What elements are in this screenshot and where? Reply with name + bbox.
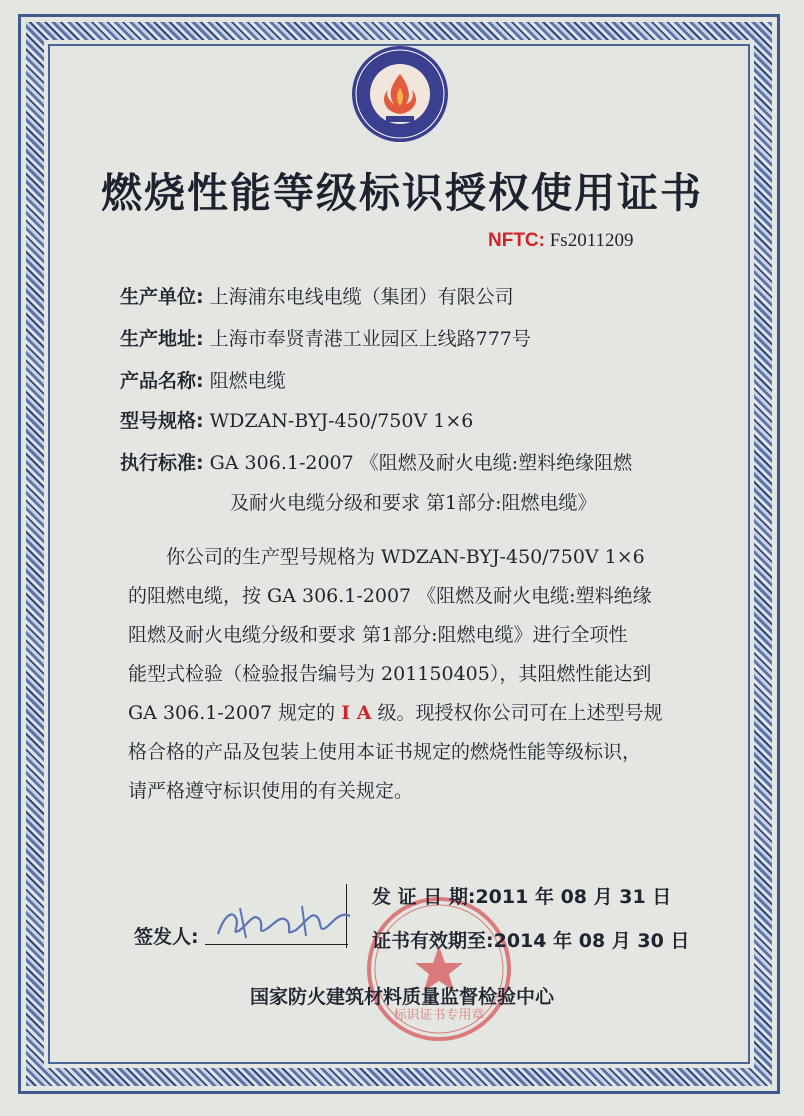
field-label: 产品名称: xyxy=(120,370,204,392)
issue-date-value: 2011 年 08 月 31 日 xyxy=(475,886,672,908)
field-standard-continued: 及耐火电缆分级和要求 第1部分:阻燃电缆》 xyxy=(230,492,597,514)
body-line: 阻燃及耐火电缆分级和要求 第1部分:阻燃电缆》进行全项性 xyxy=(128,624,628,646)
body-line: 格合格的产品及包装上使用本证书规定的燃烧性能等级标识， xyxy=(128,741,642,763)
field-product xyxy=(120,366,286,393)
handwritten-signature-icon xyxy=(210,896,360,946)
certificate-number xyxy=(488,230,634,252)
field-standard xyxy=(120,448,632,475)
body-line xyxy=(128,694,708,733)
field-model xyxy=(120,406,473,433)
field-label: 型号规格: xyxy=(120,410,204,432)
field-value: WDZAN-BYJ-450/750V 1×6 xyxy=(209,410,474,432)
valid-until-value: 2014 年 08 月 30 日 xyxy=(493,930,690,952)
grade-level: I A xyxy=(341,702,372,724)
field-value: 上海市奉贤青港工业园区上线路777号 xyxy=(209,328,531,350)
field-value: GA 306.1-2007 《阻燃及耐火电缆:塑料绝缘阻燃 xyxy=(209,452,633,474)
issue-date-label: 发 证 日 期: xyxy=(372,886,476,908)
cert-no-value: Fs2011209 xyxy=(549,230,634,251)
field-value: 阻燃电缆 xyxy=(209,370,286,392)
signature-line xyxy=(205,944,348,945)
field-label: 执行标准: xyxy=(120,452,204,474)
field-label: 生产单位: xyxy=(120,286,204,308)
body-line: 你公司的生产型号规格为 WDZAN-BYJ-450/750V 1×6 xyxy=(166,546,645,568)
body-line: 能型式检验（检验报告编号为 201150405），其阻燃性能达到 xyxy=(128,663,652,685)
field-value: 上海浦东电线电缆（集团）有限公司 xyxy=(209,286,514,308)
stamp-text: 标识证书专用章 xyxy=(393,1008,485,1023)
signer-label: 签发人: xyxy=(134,926,199,948)
issuing-authority: 国家防火建筑材料质量监督检验中心 xyxy=(249,986,554,1008)
issue-date-row xyxy=(372,882,671,909)
field-address xyxy=(120,324,531,351)
valid-until-label: 证书有效期至: xyxy=(372,930,494,952)
body-line: 请严格遵守标识使用的有关规定。 xyxy=(128,780,414,802)
field-manufacturer xyxy=(120,282,514,309)
valid-until-row xyxy=(372,926,689,953)
body-text-segment: GA 306.1-2007 规定的 xyxy=(128,702,342,724)
official-stamp-icon xyxy=(364,894,514,1044)
body-line: 的阻燃电缆，按 GA 306.1-2007 《阻燃及耐火电缆:塑料绝缘 xyxy=(128,585,652,607)
nftc-logo-icon xyxy=(350,44,450,144)
certificate-title: 燃烧性能等级标识授权使用证书 xyxy=(101,169,703,217)
cert-no-prefix: NFTC: xyxy=(488,230,545,251)
field-label: 生产地址: xyxy=(120,328,204,350)
body-text-segment: 级。现授权你公司可在上述型号规 xyxy=(371,702,663,724)
certificate-body xyxy=(128,538,708,811)
